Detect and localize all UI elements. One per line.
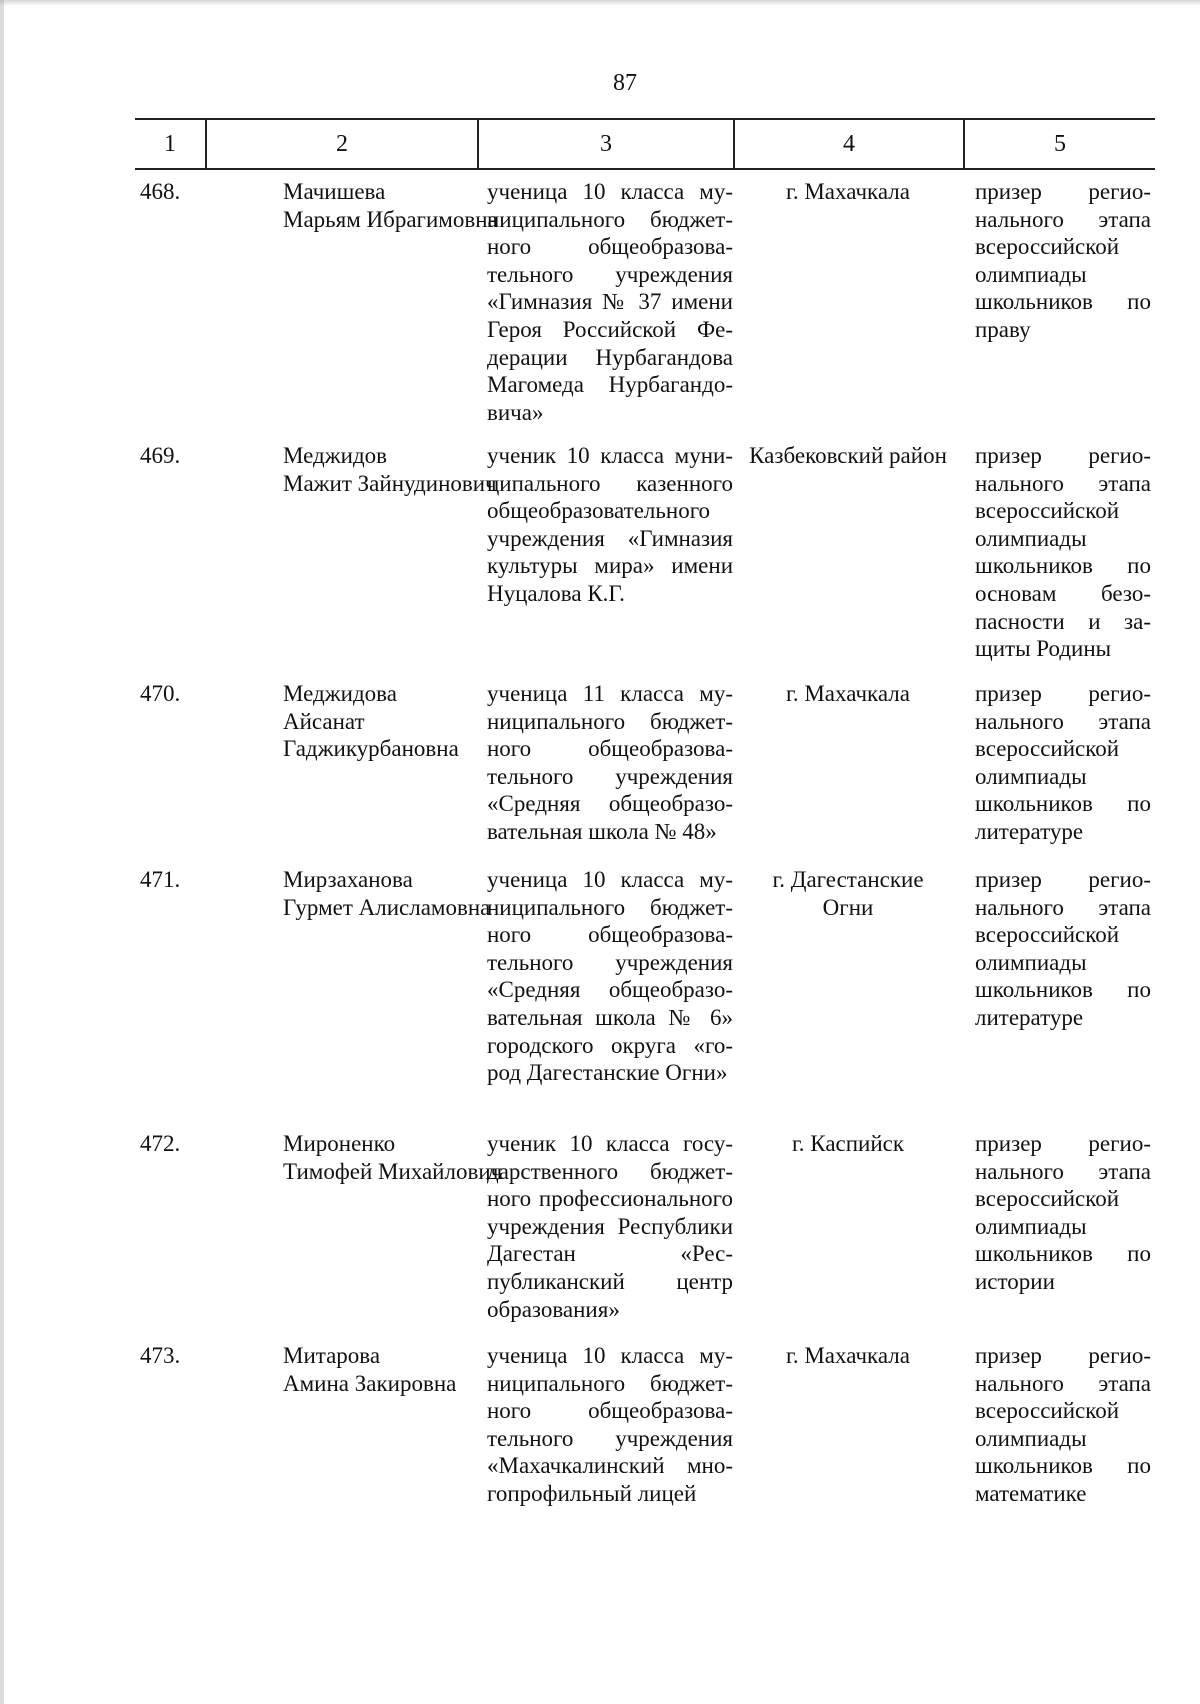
scan-edge-top xyxy=(0,0,1200,6)
table-body xyxy=(135,178,1155,1508)
entry-location: г. Каспийск xyxy=(791,1131,905,1156)
name-line: Амина Закировна xyxy=(283,1370,457,1396)
entry-institution: ученик 10 класса муниципального казенного общеобразовательного учреждения «Гимназия культуры мира» имени Нуцалова К.Г. xyxy=(487,443,733,606)
entry-institution: ученица 10 класса муниципального бюджетного общеобразовательного учреждения «Махачкалинский многопрофильный лицей xyxy=(487,1343,733,1506)
name-line: Мирзаханова xyxy=(283,867,413,892)
scan-edge-left xyxy=(0,0,4,1704)
entry-location: г. Махачкала xyxy=(786,179,910,204)
entry-location: г. Махачкала xyxy=(786,1343,910,1368)
entry-name xyxy=(205,1130,503,1322)
entry-location: г. Дагестанские Огни xyxy=(772,867,924,920)
name-line: Тимофей Михайлович xyxy=(283,1158,503,1184)
name-line: Гурмет Алисламовна xyxy=(283,894,491,920)
entry-number: 468. xyxy=(140,179,181,204)
name-line: Меджидов xyxy=(283,443,388,468)
table-row xyxy=(135,680,1155,846)
table-row xyxy=(135,866,1155,1110)
name-line: Мироненко xyxy=(283,1131,396,1156)
page-number: 87 xyxy=(613,70,637,96)
entry-location: Казбековский район xyxy=(749,443,947,468)
entry-location: г. Махачкала xyxy=(786,681,910,706)
name-line: Марьям Ибрагимовна xyxy=(283,206,498,232)
header-col-3: 3 xyxy=(477,120,733,168)
header-col-5: 5 xyxy=(963,120,1155,168)
name-line: Мажит Зайнудинович xyxy=(283,470,497,496)
name-line: Айсанат xyxy=(283,708,365,734)
entry-name xyxy=(205,178,498,422)
entry-institution: ученица 10 класса муниципального бюджетного общеобразовательного учреждения «Средняя общеобразовательная школа № 6» городского округа «город Дагестанские Огни» xyxy=(487,867,733,1086)
entry-name xyxy=(205,866,491,1110)
entry-award: призер регионального этапа всероссийской олимпиады школьников по литературе xyxy=(975,867,1151,1030)
entry-institution: ученица 10 класса муниципального бюджетного общеобразовательного учреждения «Гимназия № 37 имени Героя Российской Федерации Нурбагандова Магомеда Нурбагандовича» xyxy=(487,179,733,425)
table-row xyxy=(135,1130,1155,1322)
header-col-2: 2 xyxy=(205,120,477,168)
entry-name xyxy=(205,1342,477,1508)
name-line: Мачишева xyxy=(283,179,386,204)
name-line: Митарова xyxy=(283,1343,381,1368)
table-row xyxy=(135,442,1155,660)
header-col-4: 4 xyxy=(733,120,963,168)
entry-name xyxy=(205,442,497,660)
name-line: Меджидова xyxy=(283,681,397,706)
header-col-1: 1 xyxy=(164,130,176,157)
entry-award: призер регионального этапа всероссийской олимпиады школьников по основам безопасности и защиты Родины xyxy=(975,443,1151,662)
entry-number: 470. xyxy=(140,681,181,706)
entry-award: призер регионального этапа всероссийской олимпиады школьников по литературе xyxy=(975,681,1151,844)
table-row xyxy=(135,178,1155,425)
entry-number: 469. xyxy=(140,443,181,468)
entry-number: 472. xyxy=(140,1131,181,1156)
table-row xyxy=(135,1342,1155,1508)
entry-number: 471. xyxy=(140,867,181,892)
entry-name xyxy=(205,680,477,846)
entry-institution: ученица 11 класса муниципального бюджетного общеобразовательного учреждения «Средняя общеобразовательная школа № 48» xyxy=(487,681,733,844)
entry-number: 473. xyxy=(140,1343,181,1368)
entry-award: призер регионального этапа всероссийской олимпиады школьников по истории xyxy=(975,1131,1151,1294)
entry-award: призер регионального этапа всероссийской олимпиады школьников по праву xyxy=(975,179,1151,342)
name-line: Гаджикурбановна xyxy=(283,736,459,762)
entry-institution: ученик 10 класса государственного бюджетного профессионального учреждения Республики Дагестан «Республиканский центр образования» xyxy=(487,1131,733,1322)
entry-award: призер регионального этапа всероссийской олимпиады школьников по математике xyxy=(975,1343,1151,1506)
table-header xyxy=(135,118,1155,170)
